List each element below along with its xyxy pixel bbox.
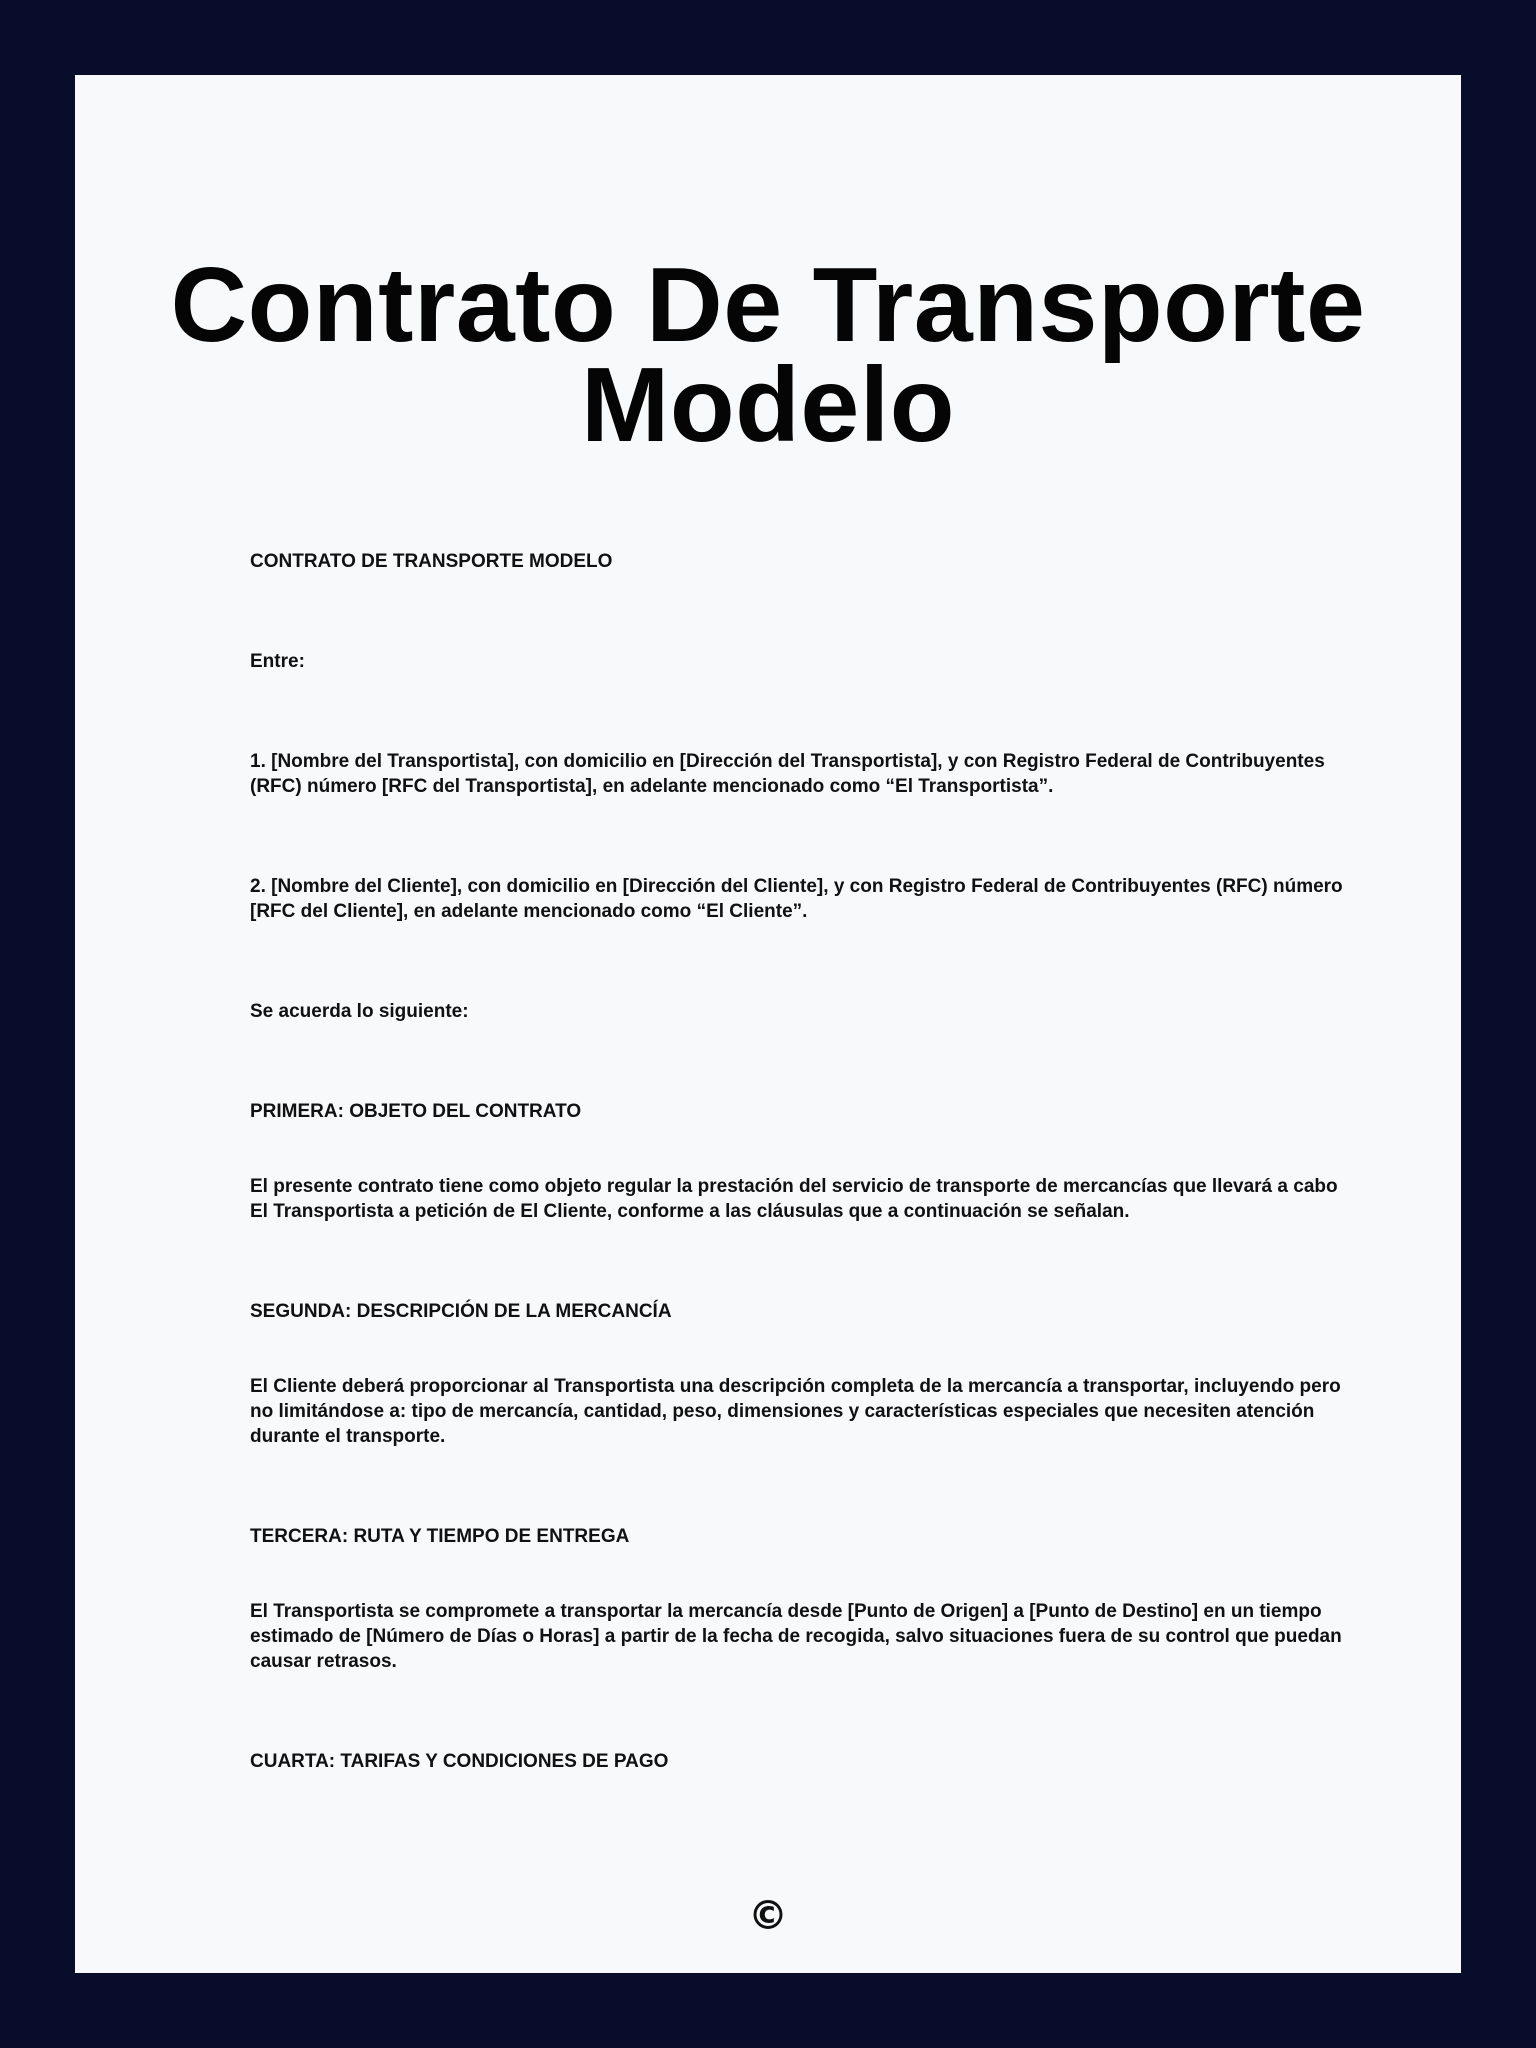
title-line-1: Contrato De Transporte (170, 246, 1366, 364)
clause-4-heading: CUARTA: TARIFAS Y CONDICIONES DE PAGO (250, 1751, 669, 1772)
copyright-icon: © (748, 1893, 788, 1939)
clause-1-heading: PRIMERA: OBJETO DEL CONTRATO (250, 1101, 582, 1122)
document-page (75, 75, 1461, 1973)
document-body (250, 549, 1350, 1774)
entre-label: Entre: (250, 651, 305, 672)
clause-2-heading: SEGUNDA: DESCRIPCIÓN DE LA MERCANCÍA (250, 1301, 672, 1322)
party-1-paragraph: 1. [Nombre del Transportista], con domicilio en [Dirección del Transportista], y con Registro Federal de Contribuyentes (RFC) número [RFC del Transportista], en adelante mencionado como “El Transportista”. (250, 751, 1325, 797)
contract-heading: CONTRATO DE TRANSPORTE MODELO (250, 551, 613, 572)
title-line-2: Modelo (581, 346, 955, 464)
agreement-statement: Se acuerda lo siguiente: (250, 1001, 469, 1022)
document-title (75, 246, 1461, 464)
party-2-paragraph: 2. [Nombre del Cliente], con domicilio en [Dirección del Cliente], y con Registro Federal de Contribuyentes (RFC) número [RFC del Cliente], en adelante mencionado como “El Cliente”. (250, 876, 1343, 922)
clause-3-heading: TERCERA: RUTA Y TIEMPO DE ENTREGA (250, 1526, 630, 1547)
clause-1-text: El presente contrato tiene como objeto regular la prestación del servicio de transporte de mercancías que llevará a cabo El Transportista a petición de El Cliente, conforme a las cláusulas que a continuación se señalan. (250, 1176, 1338, 1222)
clause-3-text: El Transportista se compromete a transportar la mercancía desde [Punto de Origen] a [Punto de Destino] en un tiempo estimado de [Número de Días o Horas] a partir de la fecha de recogida, salvo situaciones fuera de su control que puedan causar retrasos. (250, 1601, 1342, 1672)
clause-2-text: El Cliente deberá proporcionar al Transportista una descripción completa de la mercancía a transportar, incluyendo pero no limitándose a: tipo de mercancía, cantidad, peso, dimensiones y características especiales que necesiten atención durante el transporte. (250, 1376, 1341, 1447)
